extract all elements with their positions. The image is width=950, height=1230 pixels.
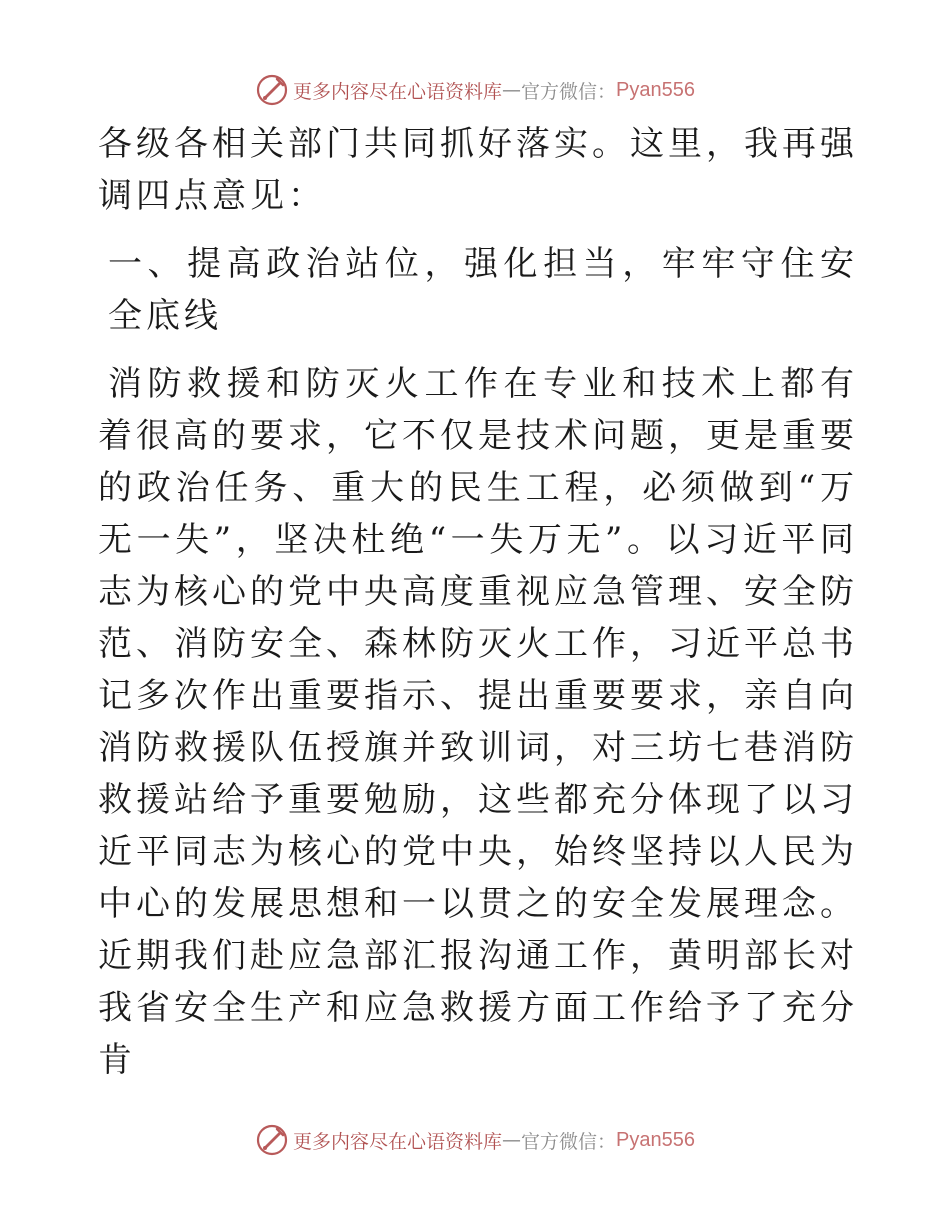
watermark-wechat-id: Pyan556 bbox=[616, 78, 695, 101]
watermark-brand: 更多内容尽在心语资料库 bbox=[293, 80, 503, 103]
section-heading: 一、提高政治站位，强化担当，牢牢守住安全底线 bbox=[108, 244, 858, 336]
watermark-official-label: 官方微信： bbox=[521, 1130, 617, 1153]
watermark-separator: — bbox=[502, 79, 522, 101]
watermark-brand: 更多内容尽在心语资料库 bbox=[293, 1130, 503, 1153]
watermark-wechat-id: Pyan556 bbox=[616, 1128, 695, 1151]
paragraph-intro: 各级各相关部门共同抓好落实。这里，我再强调四点意见： bbox=[98, 124, 858, 216]
quill-logo-icon bbox=[255, 73, 289, 107]
footer-watermark bbox=[0, 1120, 950, 1160]
watermark-separator: — bbox=[502, 1129, 522, 1151]
document-body bbox=[98, 118, 858, 1086]
header-watermark bbox=[0, 70, 950, 110]
quill-logo-icon bbox=[255, 1123, 289, 1157]
watermark-official-label: 官方微信： bbox=[521, 80, 617, 103]
paragraph-body: 消防救援和防灭火工作在专业和技术上都有着很高的要求，它不仅是技术问题，更是重要的政治任务、重大的民生工程，必须做到“万无一失”，坚决杜绝“一失万无”。以习近平同志为核心的党中央高度重视应急管理、安全防范、消防安全、森林防灭火工作，习近平总书记多次作出重要指示、提出重要要求，亲自向消防救援队伍授旗并致训词，对三坊七巷消防救援站给予重要勉励，这些都充分体现了以习近平同志为核心的党中央，始终坚持以人民为中心的发展思想和一以贯之的安全发展理念。近期我们赴应急部汇报沟通工作，黄明部长对我省安全生产和应急救援方面工作给予了充分肯 bbox=[98, 364, 858, 1080]
